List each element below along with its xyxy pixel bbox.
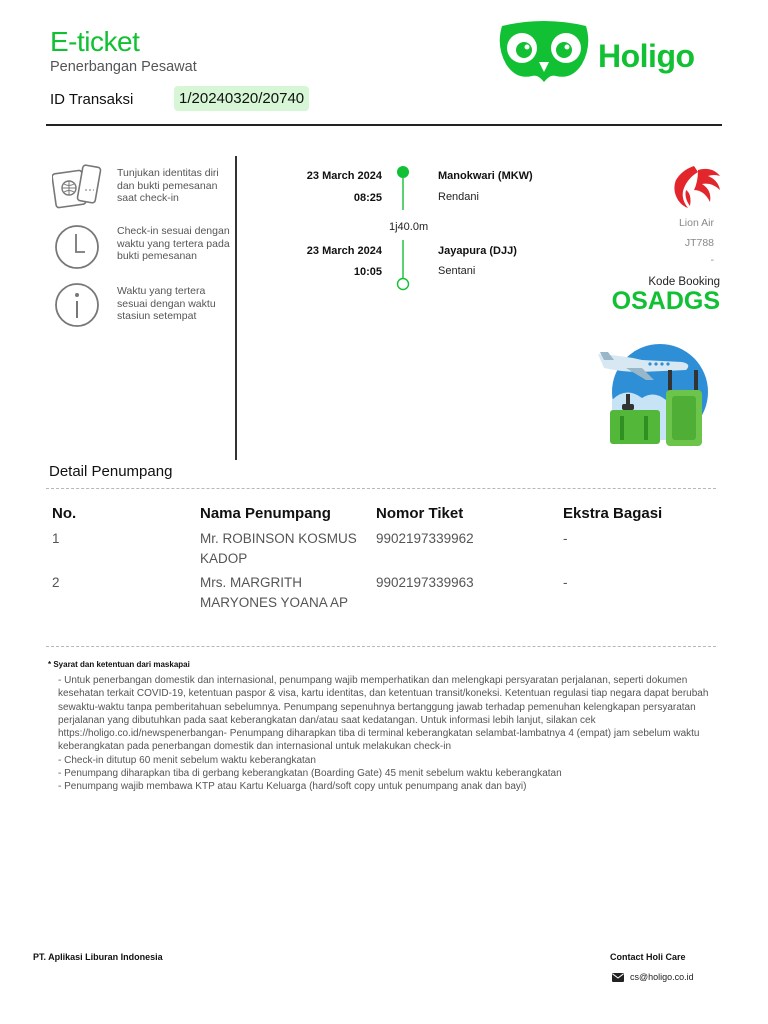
contact-label: Contact Holi Care bbox=[610, 952, 686, 962]
booking-code: OSADGS bbox=[611, 287, 720, 315]
column-header-name: Nama Penumpang bbox=[200, 505, 331, 522]
column-header-baggage: Ekstra Bagasi bbox=[563, 505, 663, 522]
passenger-no: 2 bbox=[52, 575, 60, 590]
clock-icon bbox=[52, 222, 102, 272]
page-title: E-ticket bbox=[50, 26, 140, 57]
passenger-ticket: 9902197339962 bbox=[376, 531, 474, 546]
passenger-name: Mrs. MARGRITH MARYONES YOANA AP bbox=[200, 575, 349, 610]
ticket-icon bbox=[52, 160, 102, 210]
passenger-no: 1 bbox=[52, 531, 60, 546]
info-icon bbox=[52, 280, 102, 330]
passenger-section-title: Detail Penumpang bbox=[49, 463, 173, 480]
flight-number: JT788 bbox=[684, 237, 714, 249]
vertical-divider bbox=[235, 156, 237, 460]
departure-date: 23 March 2024 bbox=[306, 170, 382, 182]
booking-code-label: Kode Booking bbox=[648, 276, 720, 288]
dashed-divider bbox=[46, 646, 716, 647]
terms-list bbox=[58, 674, 730, 794]
departure-airport: Rendani bbox=[438, 191, 479, 203]
terms-title: * Syarat dan ketentuan dari maskapai bbox=[48, 660, 190, 669]
arrival-airport: Sentani bbox=[438, 265, 476, 277]
arrival-city: Jayapura (DJJ) bbox=[438, 245, 517, 257]
flight-duration: 1j40.0m bbox=[389, 221, 429, 233]
terms-item: - Penumpang wajib membawa KTP atau Kartu Keluarga (hard/soft copy untuk penumpang anak dan bayi) bbox=[58, 781, 527, 793]
column-header-ticket: Nomor Tiket bbox=[376, 505, 464, 522]
arrival-time: 10:05 bbox=[353, 266, 382, 278]
terms-item: - Untuk penerbangan domestik dan internasional, penumpang wajib memperhatikan dan melengkapi persyaratan perjalanan, seperti dokumen kesehatan terkait COVID-19, ketentuan paspor & visa, kartu identitas, dan ketentuan transit/koneksi. Ketentuan regulasi tiap negara dapat berubah sewaktu-waktu tanpa pemberitahuan sebelumnya. Penumpang sepenuhnya bertanggung jawab terhadap pemenuhan kelengkapan persyaratan perjalanan yang dibutuhkan pada saat keberangkatan dan/atau saat kedatangan. Untuk informasi lebih lanjut, silakan cek https://holigo.co.id/newspenerbangan- Penumpang diharapkan tiba di terminal keberangkatan selambat-lambatnya 4 (empat) jam sebelum waktu keberangkatan pada penerbangan domestik dan internasional untuk melakukan check-in bbox=[58, 675, 709, 753]
column-header-no: No. bbox=[52, 505, 77, 522]
travel-luggage-illustration-icon bbox=[596, 340, 712, 450]
page-subtitle: Penerbangan Pesawat bbox=[50, 59, 197, 75]
mail-icon bbox=[612, 973, 624, 982]
info-text-timezone: Waktu yang tertera sesuai dengan waktu stasiun setempat bbox=[117, 285, 216, 322]
info-text-identity: Tunjukan identitas diri dan bukti pemesanan saat check-in bbox=[117, 167, 219, 204]
passenger-ticket: 9902197339963 bbox=[376, 575, 474, 590]
flight-extra: - bbox=[710, 254, 714, 266]
passenger-baggage: - bbox=[563, 531, 568, 546]
passenger-name: Mr. ROBINSON KOSMUS KADOP bbox=[200, 531, 357, 566]
company-name: PT. Aplikasi Liburan Indonesia bbox=[33, 952, 163, 962]
arrival-date: 23 March 2024 bbox=[306, 245, 382, 257]
departure-time: 08:25 bbox=[353, 192, 382, 204]
contact-email[interactable]: cs@holigo.co.id bbox=[630, 972, 694, 982]
terms-item: - Check-in ditutup 60 menit sebelum waktu keberangkatan bbox=[58, 754, 316, 766]
lion-air-logo-icon bbox=[668, 162, 724, 210]
transaction-label: ID Transaksi bbox=[50, 91, 134, 108]
terms-item: - Penumpang diharapkan tiba di gerbang keberangkatan (Boarding Gate) 45 menit sebelum waktu keberangkatan bbox=[58, 768, 562, 780]
info-text-checkin: Check-in sesuai dengan waktu yang tertera pada bukti pemesanan bbox=[117, 225, 230, 262]
holigo-brand-name: Holigo bbox=[598, 38, 695, 74]
airline-name: Lion Air bbox=[678, 217, 714, 229]
header-divider bbox=[46, 124, 722, 126]
departure-city: Manokwari (MKW) bbox=[438, 170, 533, 182]
dashed-divider bbox=[46, 488, 716, 489]
passenger-baggage: - bbox=[563, 575, 568, 590]
transaction-id: 1/20240320/20740 bbox=[174, 86, 309, 111]
